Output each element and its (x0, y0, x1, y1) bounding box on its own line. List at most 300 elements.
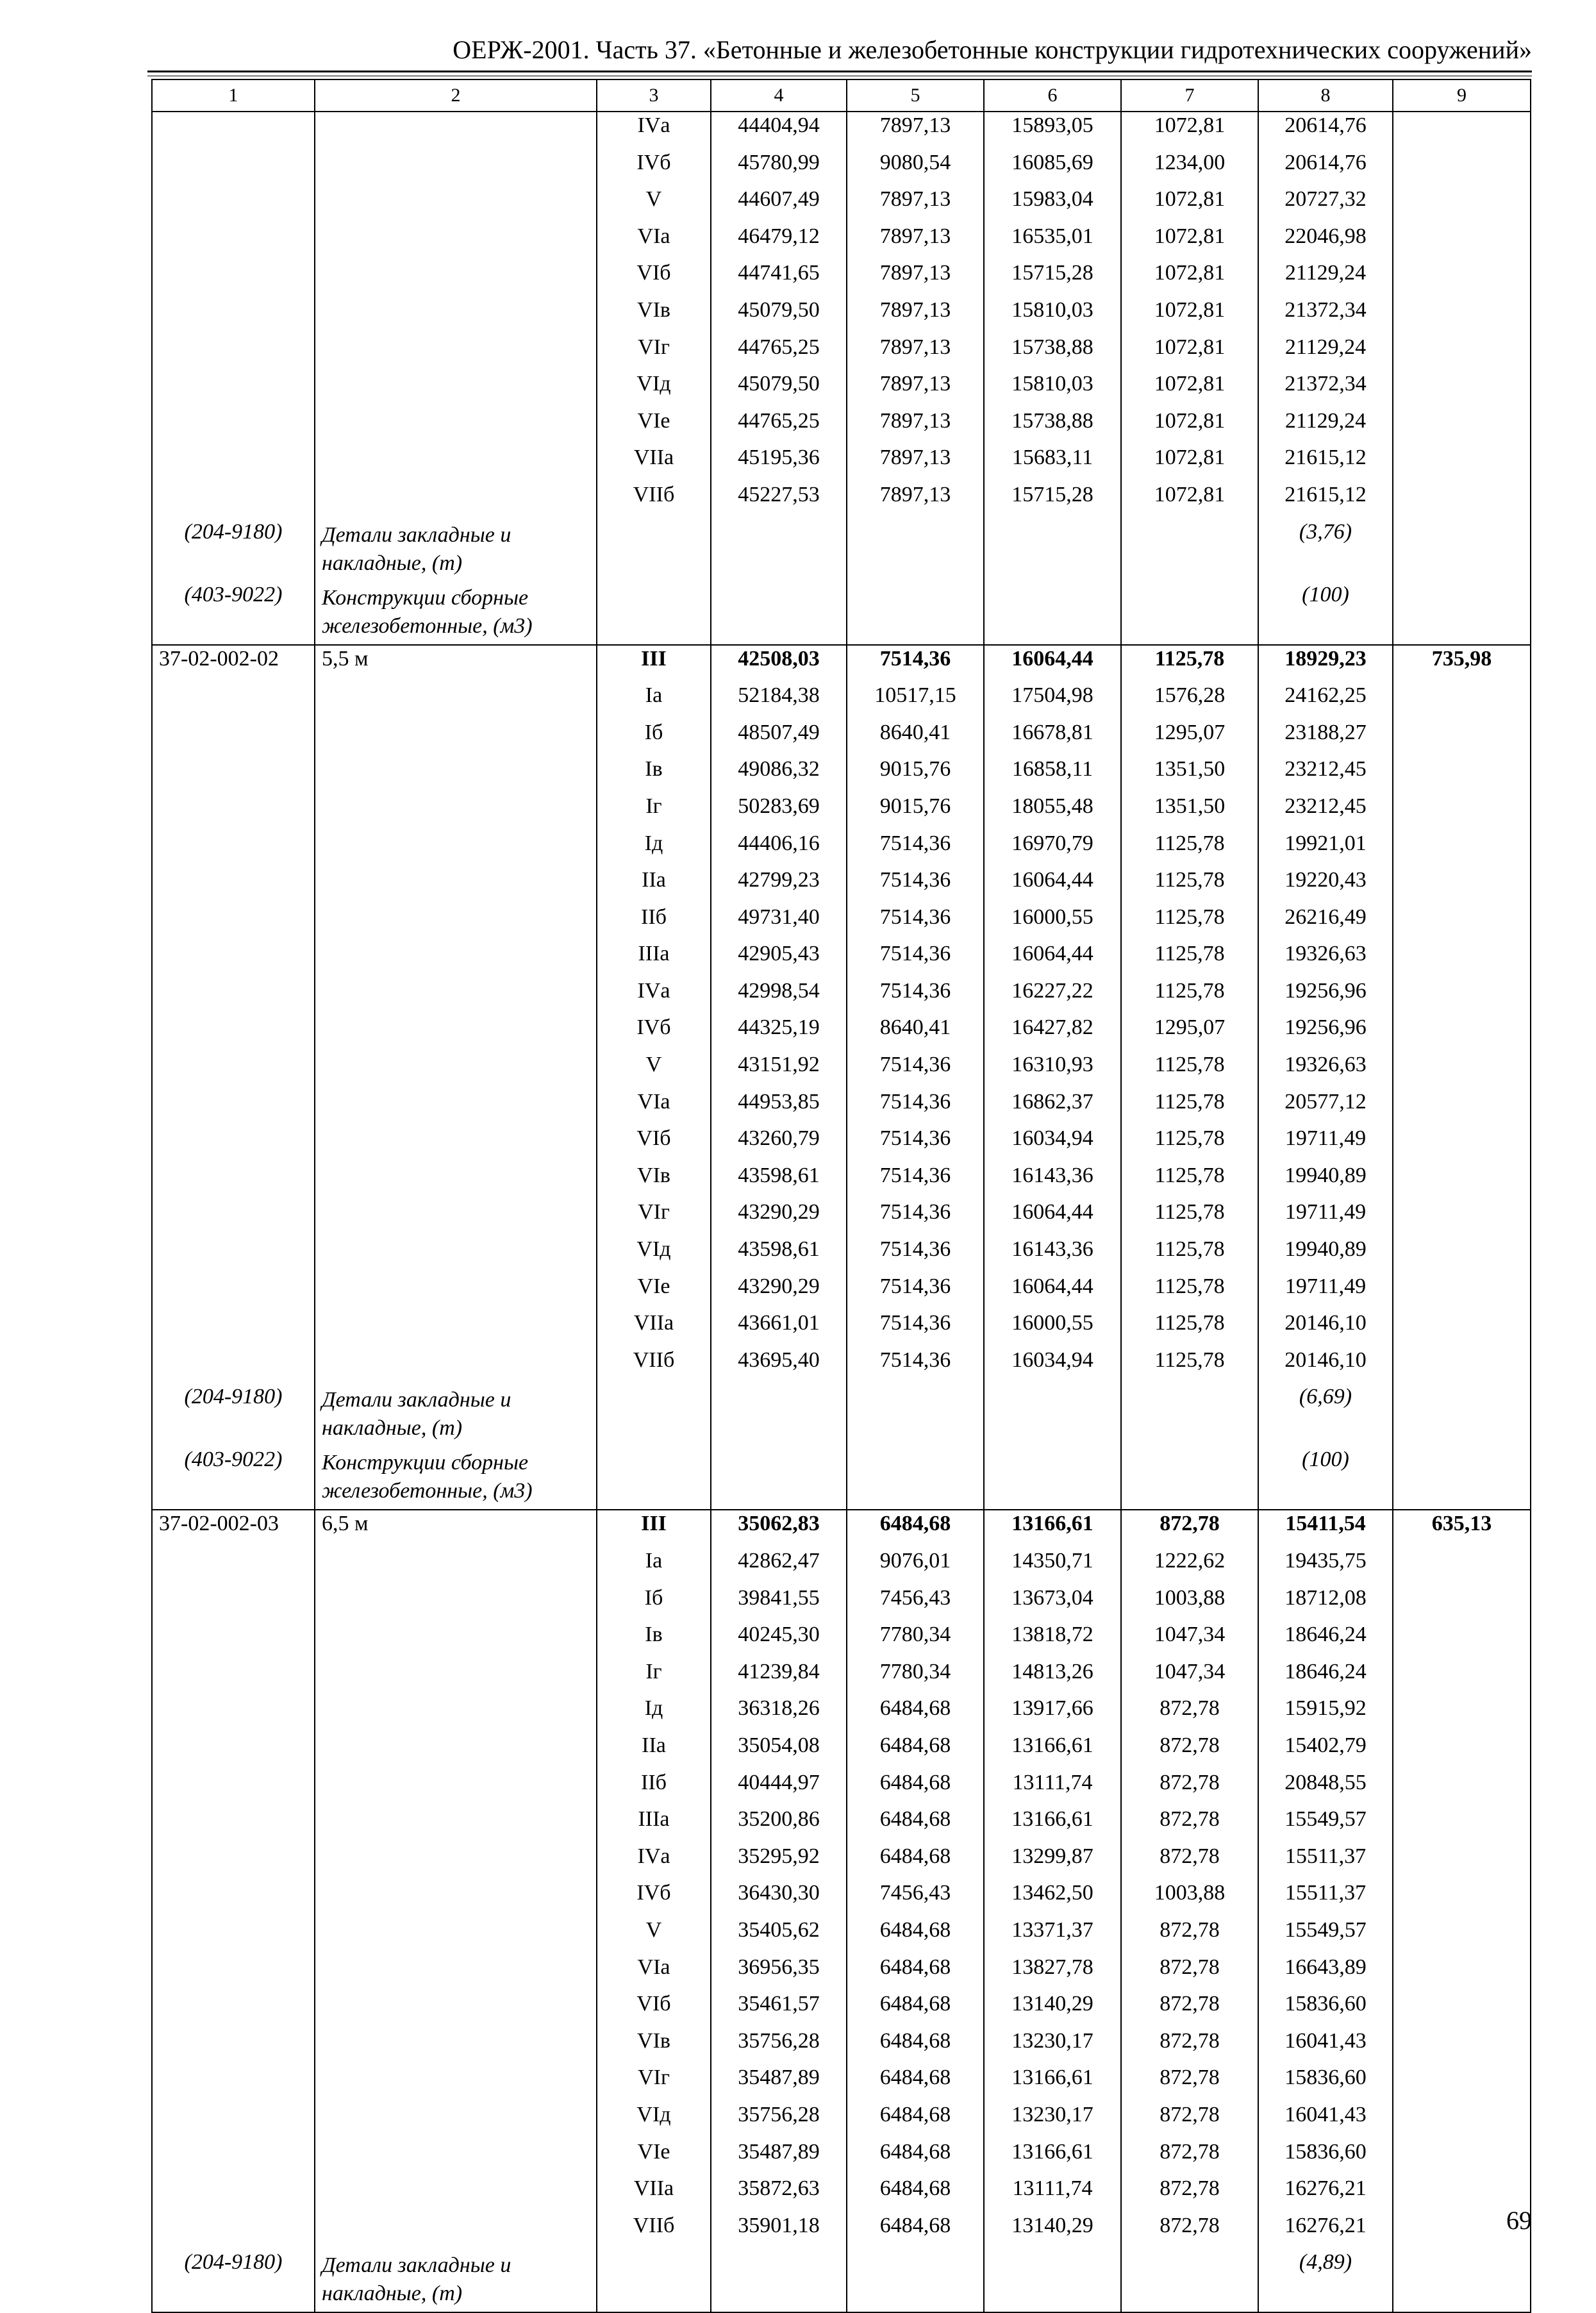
value-cell: 1072,81 (1121, 481, 1258, 519)
rate-name (315, 1954, 597, 1991)
value-cell: 16064,44 (984, 940, 1121, 978)
value-cell: 45079,50 (711, 371, 847, 408)
value-cell: 35487,89 (711, 2064, 847, 2101)
value-cell: 21615,12 (1258, 481, 1393, 519)
rate-code (152, 793, 315, 830)
value-cell: 20146,10 (1258, 1347, 1393, 1384)
value-cell: 872,78 (1121, 1695, 1258, 1732)
value-cell: 18646,24 (1258, 1658, 1393, 1696)
rate-name (315, 1051, 597, 1089)
empty-cell (984, 581, 1121, 645)
empty-cell (847, 1383, 984, 1446)
value-cell: 16227,22 (984, 978, 1121, 1015)
table-row (152, 371, 1531, 408)
value-cell: 7514,36 (847, 940, 984, 978)
rate-code (152, 719, 315, 756)
value-cell: 16000,55 (984, 904, 1121, 941)
rate-code (152, 1843, 315, 1880)
rate-code (152, 1089, 315, 1126)
value-cell: 16034,94 (984, 1125, 1121, 1162)
table-row (152, 904, 1531, 941)
value-cell: 16970,79 (984, 830, 1121, 867)
value-cell: 16034,94 (984, 1347, 1121, 1384)
value-cell: 7897,13 (847, 371, 984, 408)
total-cell (1393, 1658, 1531, 1696)
zone-cell: Iв (597, 756, 711, 793)
empty-cell (984, 1383, 1121, 1446)
table-row (152, 2028, 1531, 2065)
rate-code (152, 682, 315, 719)
value-cell: 6484,68 (847, 2212, 984, 2250)
total-cell (1393, 481, 1531, 519)
rate-code (152, 223, 315, 260)
value-cell: 15810,03 (984, 297, 1121, 334)
value-cell: 6484,68 (847, 1695, 984, 1732)
rate-name (315, 149, 597, 187)
table-row (152, 186, 1531, 223)
value-cell: 16085,69 (984, 149, 1121, 187)
value-cell: 872,78 (1121, 1732, 1258, 1769)
value-cell: 14813,26 (984, 1658, 1121, 1696)
value-cell: 872,78 (1121, 2028, 1258, 2065)
value-cell: 7514,36 (847, 1236, 984, 1273)
zone-cell: VIд (597, 2101, 711, 2139)
value-cell: 13818,72 (984, 1621, 1121, 1658)
column-number: 5 (847, 79, 984, 112)
column-number: 1 (152, 79, 315, 112)
resource-description: Детали закладные и накладные, (т) (315, 519, 597, 581)
total-cell (1393, 1806, 1531, 1843)
resource-quantity: (6,69) (1258, 1383, 1393, 1446)
rate-code (152, 1310, 315, 1347)
value-cell: 44404,94 (711, 112, 847, 149)
total-cell (1393, 2139, 1531, 2176)
total-cell (1393, 1954, 1531, 1991)
empty-cell (597, 1383, 711, 1446)
value-cell: 1125,78 (1121, 830, 1258, 867)
rate-name (315, 297, 597, 334)
table-row (152, 1548, 1531, 1585)
table-row (152, 1347, 1531, 1384)
value-cell: 13299,87 (984, 1843, 1121, 1880)
table-row (152, 830, 1531, 867)
column-number-row (152, 79, 1531, 112)
value-cell: 1047,34 (1121, 1621, 1258, 1658)
total-cell (1393, 1695, 1531, 1732)
value-cell: 1072,81 (1121, 408, 1258, 445)
table-row (152, 1991, 1531, 2028)
total-cell (1393, 1273, 1531, 1310)
resource-description: Детали закладные и накладные, (т) (315, 1383, 597, 1446)
value-cell: 6484,68 (847, 1510, 984, 1548)
value-cell: 40444,97 (711, 1769, 847, 1807)
value-cell: 45227,53 (711, 481, 847, 519)
rate-code (152, 1880, 315, 1917)
value-cell: 19921,01 (1258, 830, 1393, 867)
value-cell: 872,78 (1121, 2064, 1258, 2101)
value-cell: 13140,29 (984, 2212, 1121, 2250)
total-cell (1393, 371, 1531, 408)
value-cell: 20848,55 (1258, 1769, 1393, 1807)
total-cell (1393, 940, 1531, 978)
zone-cell: IVа (597, 112, 711, 149)
value-cell: 49731,40 (711, 904, 847, 941)
value-cell: 6484,68 (847, 2028, 984, 2065)
value-cell: 1125,78 (1121, 645, 1258, 683)
table-row (152, 297, 1531, 334)
zone-cell: IIIа (597, 940, 711, 978)
value-cell: 43695,40 (711, 1347, 847, 1384)
value-cell: 35756,28 (711, 2028, 847, 2065)
value-cell: 16862,37 (984, 1089, 1121, 1126)
value-cell: 18929,23 (1258, 645, 1393, 683)
page-number: 69 (1506, 2206, 1532, 2235)
total-cell (1393, 1880, 1531, 1917)
value-cell: 16276,21 (1258, 2175, 1393, 2212)
value-cell: 48507,49 (711, 719, 847, 756)
rate-code (152, 186, 315, 223)
zone-cell: VIа (597, 1089, 711, 1126)
value-cell: 15836,60 (1258, 2064, 1393, 2101)
rate-name (315, 978, 597, 1015)
rate-code (152, 1769, 315, 1807)
empty-cell (1121, 519, 1258, 581)
value-cell: 15915,92 (1258, 1695, 1393, 1732)
value-cell: 19940,89 (1258, 1236, 1393, 1273)
value-cell: 42799,23 (711, 867, 847, 904)
rate-name (315, 1917, 597, 1954)
zone-cell: VIа (597, 223, 711, 260)
value-cell: 43290,29 (711, 1273, 847, 1310)
rate-code (152, 1199, 315, 1236)
resource-description: Конструкции сборные железобетонные, (м3) (315, 1446, 597, 1510)
rate-name (315, 444, 597, 481)
value-cell: 7514,36 (847, 1199, 984, 1236)
value-cell: 16064,44 (984, 1273, 1121, 1310)
rate-name (315, 1310, 597, 1347)
note-row (152, 1446, 1531, 1510)
rate-name (315, 1162, 597, 1199)
empty-cell (984, 1446, 1121, 1510)
total-cell (1393, 1843, 1531, 1880)
rate-code (152, 2212, 315, 2250)
value-cell: 23212,45 (1258, 793, 1393, 830)
value-cell: 872,78 (1121, 1991, 1258, 2028)
value-cell: 19256,96 (1258, 978, 1393, 1015)
value-cell: 872,78 (1121, 2139, 1258, 2176)
value-cell: 43598,61 (711, 1236, 847, 1273)
value-cell: 13166,61 (984, 1732, 1121, 1769)
resource-code: (403-9022) (152, 1446, 315, 1510)
value-cell: 35062,83 (711, 1510, 847, 1548)
zone-cell: VIб (597, 260, 711, 297)
total-cell (1393, 1199, 1531, 1236)
empty-cell (847, 581, 984, 645)
resource-quantity: (100) (1258, 1446, 1393, 1510)
rate-name (315, 682, 597, 719)
table-row (152, 1273, 1531, 1310)
zone-cell: VIе (597, 2139, 711, 2176)
value-cell: 1125,78 (1121, 1347, 1258, 1384)
value-cell: 39841,55 (711, 1585, 847, 1622)
zone-cell: Iв (597, 1621, 711, 1658)
value-cell: 24162,25 (1258, 682, 1393, 719)
total-cell (1393, 1548, 1531, 1585)
rate-code (152, 1806, 315, 1843)
rate-code (152, 1658, 315, 1696)
table-row (152, 1621, 1531, 1658)
rate-code (152, 481, 315, 519)
value-cell: 19256,96 (1258, 1014, 1393, 1051)
value-cell: 6484,68 (847, 1954, 984, 1991)
value-cell: 1072,81 (1121, 112, 1258, 149)
table-row (152, 1510, 1531, 1548)
empty-cell (847, 1446, 984, 1510)
zone-cell: VIд (597, 1236, 711, 1273)
value-cell: 6484,68 (847, 1806, 984, 1843)
value-cell: 1222,62 (1121, 1548, 1258, 1585)
rate-name (315, 408, 597, 445)
zone-cell: VIIб (597, 2212, 711, 2250)
table-row (152, 1051, 1531, 1089)
total-cell (1393, 408, 1531, 445)
value-cell: 35405,62 (711, 1917, 847, 1954)
table-row (152, 2101, 1531, 2139)
zone-cell: Iб (597, 719, 711, 756)
rate-name (315, 1199, 597, 1236)
value-cell: 43290,29 (711, 1199, 847, 1236)
empty-cell (984, 2249, 1121, 2312)
resource-code: (403-9022) (152, 581, 315, 645)
value-cell: 16276,21 (1258, 2212, 1393, 2250)
total-cell (1393, 867, 1531, 904)
resource-quantity: (3,76) (1258, 519, 1393, 581)
value-cell: 13166,61 (984, 2139, 1121, 2176)
value-cell: 35054,08 (711, 1732, 847, 1769)
resource-code: (204-9180) (152, 1383, 315, 1446)
total-cell (1393, 719, 1531, 756)
value-cell: 1072,81 (1121, 260, 1258, 297)
table-row (152, 2064, 1531, 2101)
value-cell: 7897,13 (847, 481, 984, 519)
total-cell (1393, 793, 1531, 830)
total-cell (1393, 1732, 1531, 1769)
rate-code (152, 1236, 315, 1273)
zone-cell: V (597, 1051, 711, 1089)
value-cell: 16535,01 (984, 223, 1121, 260)
total-cell (1393, 2028, 1531, 2065)
zone-cell: IVб (597, 1014, 711, 1051)
rate-name (315, 260, 597, 297)
total-cell (1393, 1991, 1531, 2028)
value-cell: 26216,49 (1258, 904, 1393, 941)
value-cell: 7514,36 (847, 1089, 984, 1126)
rate-code (152, 408, 315, 445)
value-cell: 19435,75 (1258, 1548, 1393, 1585)
value-cell: 16427,82 (984, 1014, 1121, 1051)
empty-cell (711, 2249, 847, 2312)
empty-cell (1393, 1446, 1531, 1510)
value-cell: 1047,34 (1121, 1658, 1258, 1696)
value-cell: 16000,55 (984, 1310, 1121, 1347)
header-rule (147, 71, 1532, 72)
empty-cell (847, 519, 984, 581)
total-cell (1393, 149, 1531, 187)
zone-cell: VIIа (597, 1310, 711, 1347)
resource-description: Детали закладные и накладные, (т) (315, 2249, 597, 2312)
value-cell: 21615,12 (1258, 444, 1393, 481)
value-cell: 45195,36 (711, 444, 847, 481)
empty-cell (711, 581, 847, 645)
value-cell: 21129,24 (1258, 260, 1393, 297)
rate-name (315, 481, 597, 519)
value-cell: 35756,28 (711, 2101, 847, 2139)
value-cell: 43260,79 (711, 1125, 847, 1162)
value-cell: 19711,49 (1258, 1125, 1393, 1162)
value-cell: 7456,43 (847, 1585, 984, 1622)
value-cell: 45079,50 (711, 297, 847, 334)
table-row (152, 223, 1531, 260)
value-cell: 21129,24 (1258, 408, 1393, 445)
table-row (152, 1954, 1531, 1991)
value-cell: 23188,27 (1258, 719, 1393, 756)
value-cell: 20146,10 (1258, 1310, 1393, 1347)
rate-code (152, 149, 315, 187)
value-cell: 9015,76 (847, 793, 984, 830)
total-cell (1393, 297, 1531, 334)
total-cell (1393, 1051, 1531, 1089)
value-cell: 6484,68 (847, 2175, 984, 2212)
zone-cell: III (597, 645, 711, 683)
rate-code (152, 1991, 315, 2028)
zone-cell: VIIб (597, 481, 711, 519)
total-cell (1393, 1621, 1531, 1658)
total-cell (1393, 1917, 1531, 1954)
value-cell: 35872,63 (711, 2175, 847, 2212)
value-cell: 1125,78 (1121, 1236, 1258, 1273)
value-cell: 44765,25 (711, 334, 847, 371)
value-cell: 44953,85 (711, 1089, 847, 1126)
zone-cell: VIIб (597, 1347, 711, 1384)
value-cell: 7514,36 (847, 1125, 984, 1162)
rate-name (315, 1621, 597, 1658)
value-cell: 7514,36 (847, 830, 984, 867)
empty-cell (597, 1446, 711, 1510)
value-cell: 1234,00 (1121, 149, 1258, 187)
column-number: 7 (1121, 79, 1258, 112)
total-cell (1393, 682, 1531, 719)
value-cell: 13371,37 (984, 1917, 1121, 1954)
total-cell (1393, 444, 1531, 481)
value-cell: 9080,54 (847, 149, 984, 187)
value-cell: 23212,45 (1258, 756, 1393, 793)
value-cell: 13917,66 (984, 1695, 1121, 1732)
value-cell: 49086,32 (711, 756, 847, 793)
value-cell: 13230,17 (984, 2101, 1121, 2139)
zone-cell: VIг (597, 2064, 711, 2101)
value-cell: 19711,49 (1258, 1273, 1393, 1310)
rate-name (315, 2101, 597, 2139)
value-cell: 36430,30 (711, 1880, 847, 1917)
value-cell: 44607,49 (711, 186, 847, 223)
zone-cell: VIIа (597, 2175, 711, 2212)
value-cell: 21129,24 (1258, 334, 1393, 371)
total-cell (1393, 1014, 1531, 1051)
zone-cell: IVб (597, 1880, 711, 1917)
table-row (152, 1310, 1531, 1347)
value-cell: 20614,76 (1258, 112, 1393, 149)
zone-cell: IVб (597, 149, 711, 187)
rate-name (315, 2028, 597, 2065)
empty-cell (847, 2249, 984, 2312)
empty-cell (711, 1446, 847, 1510)
value-cell: 43598,61 (711, 1162, 847, 1199)
table-row (152, 719, 1531, 756)
value-cell: 1125,78 (1121, 978, 1258, 1015)
zone-cell: III (597, 1510, 711, 1548)
total-cell (1393, 1089, 1531, 1126)
table-row (152, 2139, 1531, 2176)
value-cell: 6484,68 (847, 1732, 984, 1769)
value-cell: 42998,54 (711, 978, 847, 1015)
value-cell: 15411,54 (1258, 1510, 1393, 1548)
table-row (152, 1014, 1531, 1051)
value-cell: 16041,43 (1258, 2101, 1393, 2139)
value-cell: 16143,36 (984, 1162, 1121, 1199)
value-cell: 43151,92 (711, 1051, 847, 1089)
value-cell: 16858,11 (984, 756, 1121, 793)
empty-cell (711, 519, 847, 581)
zone-cell: Iг (597, 793, 711, 830)
value-cell: 35295,92 (711, 1843, 847, 1880)
value-cell: 1125,78 (1121, 1310, 1258, 1347)
value-cell: 1072,81 (1121, 297, 1258, 334)
value-cell: 7514,36 (847, 1347, 984, 1384)
table-row (152, 260, 1531, 297)
value-cell: 1003,88 (1121, 1585, 1258, 1622)
value-cell: 15738,88 (984, 334, 1121, 371)
column-number: 6 (984, 79, 1121, 112)
zone-cell: VIг (597, 334, 711, 371)
total-cell: 735,98 (1393, 645, 1531, 683)
table-row (152, 645, 1531, 683)
table-row (152, 978, 1531, 1015)
value-cell: 1125,78 (1121, 904, 1258, 941)
value-cell: 7897,13 (847, 112, 984, 149)
value-cell: 18712,08 (1258, 1585, 1393, 1622)
value-cell: 52184,38 (711, 682, 847, 719)
rate-code (152, 1051, 315, 1089)
empty-cell (1393, 581, 1531, 645)
zone-cell: VIб (597, 1125, 711, 1162)
value-cell: 9015,76 (847, 756, 984, 793)
zone-cell: Iб (597, 1585, 711, 1622)
table-row (152, 1843, 1531, 1880)
value-cell: 15683,11 (984, 444, 1121, 481)
value-cell: 16064,44 (984, 1199, 1121, 1236)
rate-name (315, 2139, 597, 2176)
value-cell: 6484,68 (847, 1991, 984, 2028)
table-row (152, 1585, 1531, 1622)
value-cell: 1125,78 (1121, 1125, 1258, 1162)
rate-code (152, 1125, 315, 1162)
total-cell (1393, 334, 1531, 371)
total-cell (1393, 830, 1531, 867)
value-cell: 15715,28 (984, 481, 1121, 519)
value-cell: 16041,43 (1258, 2028, 1393, 2065)
value-cell: 35487,89 (711, 2139, 847, 2176)
rate-name (315, 1843, 597, 1880)
